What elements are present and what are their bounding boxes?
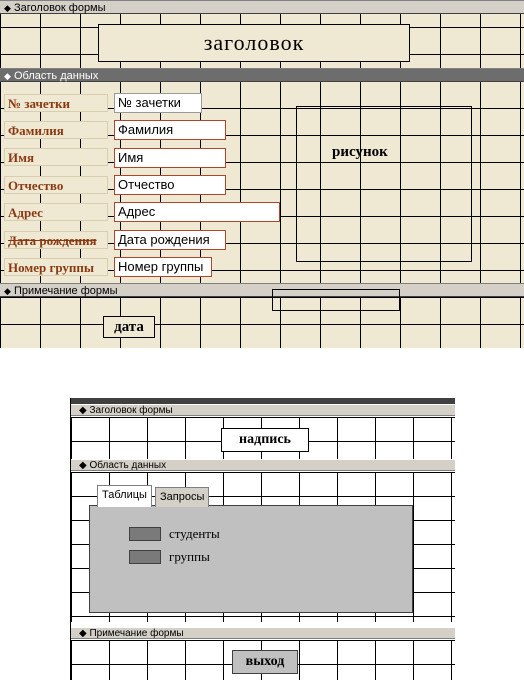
data-section-label-2: Область данных: [89, 460, 167, 471]
picture-label: рисунок: [332, 144, 388, 160]
exit-button[interactable]: выход: [232, 650, 298, 674]
header-section-label-2: Заголовок формы: [89, 405, 173, 416]
label-surname[interactable]: Фамилия: [4, 121, 108, 139]
label-record-number[interactable]: № зачетки: [4, 94, 108, 112]
form-title-box[interactable]: заголовок: [98, 24, 410, 62]
field-group-number[interactable]: Номер группы: [114, 257, 212, 277]
label-patronymic[interactable]: Отчество: [4, 176, 108, 194]
tab-tables[interactable]: Таблицы: [97, 485, 152, 507]
groups-item-label[interactable]: группы: [169, 549, 210, 564]
data-section-label: Область данных: [14, 70, 99, 82]
label-birthdate[interactable]: Дата рождения: [4, 231, 108, 249]
footer-section-label: Примечание формы: [14, 285, 118, 297]
students-item-box[interactable]: [129, 527, 161, 541]
field-patronymic[interactable]: Отчество: [114, 175, 226, 195]
header-section-bar-2[interactable]: [71, 404, 455, 416]
section-arrow-icon: ◆: [79, 460, 90, 471]
caption-label[interactable]: надпись: [221, 428, 309, 452]
label-name[interactable]: Имя: [4, 148, 108, 166]
section-arrow-icon: ◆: [4, 71, 11, 81]
section-arrow-icon: ◆: [4, 3, 11, 13]
groups-item-box[interactable]: [129, 550, 161, 564]
section-arrow-icon: ◆: [79, 628, 90, 639]
section-arrow-icon: ◆: [4, 286, 11, 296]
field-name[interactable]: Имя: [114, 148, 226, 168]
footer-empty-frame[interactable]: [272, 289, 400, 311]
field-address[interactable]: Адрес: [114, 202, 280, 222]
label-address[interactable]: Адрес: [4, 203, 108, 221]
field-birthdate[interactable]: Дата рождения: [114, 230, 226, 250]
section-arrow-icon: ◆: [79, 405, 90, 416]
footer-section-label-2: Примечание формы: [89, 628, 184, 639]
footer-section-bar-2[interactable]: [71, 627, 455, 639]
field-surname[interactable]: Фамилия: [114, 120, 226, 140]
footer-section-bar[interactable]: [0, 283, 524, 297]
data-section-bar-2[interactable]: [71, 459, 455, 471]
picture-frame[interactable]: [296, 106, 472, 262]
form-design-2: [70, 398, 455, 680]
data-section-bar[interactable]: [0, 68, 524, 82]
field-record-number[interactable]: № зачетки: [114, 93, 202, 113]
students-item-label[interactable]: студенты: [169, 526, 220, 541]
tab-queries[interactable]: Запросы: [155, 487, 209, 507]
header-section-bar[interactable]: [0, 0, 524, 14]
header-section-label: Заголовок формы: [14, 2, 106, 14]
label-group-number[interactable]: Номер группы: [4, 258, 108, 276]
date-box[interactable]: дата: [103, 316, 155, 338]
